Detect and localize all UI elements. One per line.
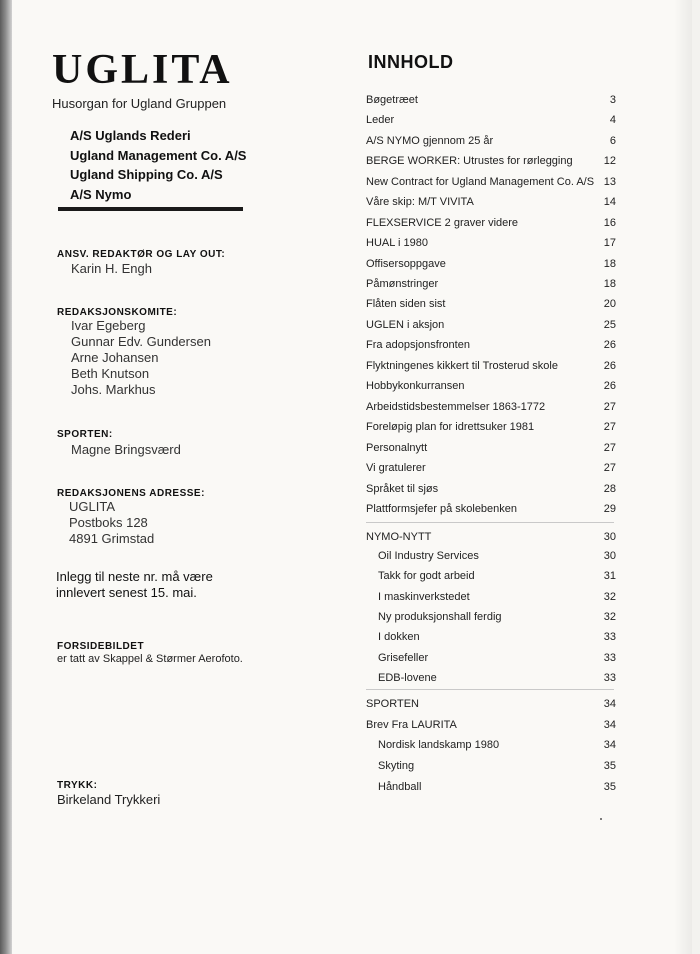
deadline-line: Inlegg til neste nr. må være <box>56 569 213 584</box>
toc-entry-page: 14 <box>603 196 616 208</box>
address-line: UGLITA <box>69 499 115 514</box>
toc-entry <box>366 194 616 210</box>
cover-section <box>57 641 243 666</box>
toc-entry-page: 27 <box>603 462 616 474</box>
toc-entry-page: 6 <box>609 135 616 147</box>
toc-entry-title: HUAL i 1980 <box>366 237 428 249</box>
toc-section-divider <box>366 689 614 690</box>
toc-entry-page: 26 <box>603 380 616 392</box>
toc-entry-page: 26 <box>603 360 616 372</box>
toc-entry-page: 13 <box>603 176 616 188</box>
toc-entry <box>366 717 616 733</box>
company-name: Ugland Shipping Co. A/S <box>70 167 223 182</box>
toc-entry-title: Takk for godt arbeid <box>378 570 475 582</box>
toc-entry-title: UGLEN i aksjon <box>366 319 445 331</box>
toc-entry-page: 30 <box>603 550 616 562</box>
toc-entry <box>366 481 616 497</box>
toc-entry-page: 34 <box>603 719 616 731</box>
toc-entry-page: 29 <box>603 503 616 515</box>
toc-entry-page: 33 <box>603 631 616 643</box>
committee-member: Arne Johansen <box>71 350 159 365</box>
toc-entry-title: Foreløpig plan for idrettsuker 1981 <box>366 421 535 433</box>
toc-entry-page: 34 <box>603 739 616 751</box>
toc-entry-page: 35 <box>603 781 616 793</box>
toc-entry-title: Håndball <box>378 781 422 793</box>
toc-entry-page: 3 <box>609 94 616 106</box>
toc-entry-page: 12 <box>603 155 616 167</box>
toc-entry-page: 16 <box>603 217 616 229</box>
toc-entry-page: 33 <box>603 652 616 664</box>
toc-entry-page: 35 <box>603 760 616 772</box>
toc-entry-page: 27 <box>603 442 616 454</box>
magazine-subtitle: Husorgan for Ugland Gruppen <box>52 96 227 111</box>
toc-entry-page: 32 <box>603 611 616 623</box>
toc-entry-title: BERGE WORKER: Utrustes for rørlegging <box>366 155 573 167</box>
committee-member: Ivar Egeberg <box>71 318 146 333</box>
toc-entry-page: 26 <box>603 339 616 351</box>
editor-heading: ANSV. REDAKTØR OG LAY OUT: <box>57 249 226 260</box>
toc-title: INNHOLD <box>368 52 454 72</box>
committee-member: Johs. Markhus <box>71 382 156 397</box>
toc-entry-title: Skyting <box>378 760 415 772</box>
toc-entry <box>366 256 616 272</box>
toc-entry-title: SPORTEN <box>366 698 419 710</box>
toc-entry-title: A/S NYMO gjennom 25 år <box>366 135 494 147</box>
toc-entry <box>366 296 616 312</box>
company-name: A/S Uglands Rederi <box>70 128 191 143</box>
committee-heading: REDAKSJONSKOMITE: <box>57 307 178 318</box>
toc-entry <box>366 317 616 333</box>
sports-section <box>57 429 181 458</box>
toc-entry-title: Flyktningenes kikkert til Trosterud skole <box>366 360 558 372</box>
page-edge-shadow <box>674 0 692 954</box>
toc-entry-page: 20 <box>603 298 616 310</box>
toc-entry <box>366 133 616 149</box>
toc-entry <box>366 650 616 666</box>
toc-entry <box>366 92 616 108</box>
toc-entry-page: 4 <box>609 114 616 126</box>
toc-entry-title: Fra adopsjonsfronten <box>366 339 470 351</box>
company-list <box>70 126 246 204</box>
toc-entry-title: Ny produksjonshall ferdig <box>378 611 502 623</box>
toc-entry-title: Våre skip: M/T VIVITA <box>366 196 474 208</box>
toc-entry-title: Brev Fra LAURITA <box>366 719 457 731</box>
toc-entry-title: Språket til sjøs <box>366 483 439 495</box>
toc-entry-title: I maskinverkstedet <box>378 591 470 603</box>
toc-entry-title: Oil Industry Services <box>378 550 479 562</box>
toc-entry-title: Påmønstringer <box>366 278 439 290</box>
masthead <box>52 46 233 111</box>
toc-entry <box>366 112 616 128</box>
toc-entry <box>366 174 616 190</box>
company-name: Ugland Management Co. A/S <box>70 147 247 163</box>
toc-entry-title: Hobbykonkurransen <box>366 380 465 392</box>
toc-entry-page: 27 <box>603 401 616 413</box>
toc-entry <box>366 235 616 251</box>
toc-entry-page: 34 <box>603 698 616 710</box>
committee-section <box>57 307 211 398</box>
editor-name: Karin H. Engh <box>71 261 152 276</box>
toc-entry <box>366 629 616 645</box>
toc-entry-title: Nordisk landskamp 1980 <box>378 739 500 751</box>
toc-entry <box>366 153 616 169</box>
toc-entry-title: Vi gratulerer <box>366 462 426 474</box>
toc-entry <box>366 737 616 753</box>
editor-section <box>57 249 225 277</box>
toc-entry <box>366 548 616 564</box>
printer-name: Birkeland Trykkeri <box>57 792 161 807</box>
toc-entry <box>366 337 616 353</box>
toc-entry-page: 17 <box>603 237 616 249</box>
toc-entry-title: Offisersoppgave <box>366 258 446 270</box>
toc-entry-page: 25 <box>603 319 616 331</box>
committee-member: Gunnar Edv. Gundersen <box>71 334 211 349</box>
toc-entry <box>366 779 616 795</box>
toc-entry-page: 31 <box>603 570 616 582</box>
toc-entry-title: Bøgetræet <box>366 94 418 106</box>
committee-member: Beth Knutson <box>71 366 150 381</box>
company-name: A/S Nymo <box>70 186 132 202</box>
toc-entry-title: FLEXSERVICE 2 graver videre <box>366 217 519 229</box>
toc-entry <box>366 758 616 774</box>
toc-entry <box>366 589 616 605</box>
toc-entry <box>366 609 616 625</box>
toc-entry-page: 33 <box>603 672 616 684</box>
toc-entry <box>366 419 616 435</box>
toc-entry-page: 30 <box>603 531 616 543</box>
toc-entry-title: Plattformsjefer på skolebenken <box>366 503 518 515</box>
toc-entry-title: New Contract for Ugland Management Co. A/S <box>366 176 595 188</box>
toc-entry-title: EDB-lovene <box>378 672 437 684</box>
toc-entry <box>366 696 616 712</box>
toc-entry <box>366 501 616 517</box>
toc-entry-page: 28 <box>603 483 616 495</box>
page-spine-shadow <box>0 0 12 954</box>
toc-entry-page: 27 <box>603 421 616 433</box>
divider-rule <box>58 207 243 211</box>
toc-entry <box>366 568 616 584</box>
toc-entry-title: NYMO-NYTT <box>366 531 432 543</box>
toc-section-divider <box>366 522 614 523</box>
deadline-line: innlevert senest 15. mai. <box>56 585 197 600</box>
toc-entry <box>366 358 616 374</box>
printer-section <box>57 780 160 808</box>
toc-entry-title: Grisefeller <box>378 652 429 664</box>
address-line: 4891 Grimstad <box>69 531 155 546</box>
toc-entry <box>366 440 616 456</box>
address-section <box>57 488 205 547</box>
printer-heading: TRYKK: <box>57 780 98 791</box>
magazine-title: UGLITA <box>52 47 233 93</box>
print-speck <box>600 818 602 820</box>
cover-heading: FORSIDEBILDET <box>57 641 145 652</box>
toc-entry <box>366 378 616 394</box>
toc-entry-title: I dokken <box>378 631 420 643</box>
deadline-note <box>56 569 213 601</box>
address-heading: REDAKSJONENS ADRESSE: <box>57 488 205 499</box>
toc-entry <box>366 276 616 292</box>
toc-entry <box>366 670 616 686</box>
toc-entry <box>366 460 616 476</box>
address-line: Postboks 128 <box>69 515 148 530</box>
toc-entry <box>366 399 616 415</box>
toc-entry-title: Arbeidstidsbestemmelser 1863-1772 <box>366 401 546 413</box>
toc-entry-title: Flåten siden sist <box>366 298 446 310</box>
toc-entry-page: 32 <box>603 591 616 603</box>
toc-entry-page: 18 <box>603 278 616 290</box>
toc-entry <box>366 215 616 231</box>
toc-entry-page: 18 <box>603 258 616 270</box>
toc-entry <box>366 529 616 545</box>
sports-heading: SPORTEN: <box>57 429 113 440</box>
toc-entry-title: Leder <box>366 114 395 126</box>
cover-credit: er tatt av Skappel & Størmer Aerofoto. <box>57 653 243 665</box>
toc-entry-title: Personalnytt <box>366 442 428 454</box>
sports-editor-name: Magne Bringsværd <box>71 442 181 457</box>
